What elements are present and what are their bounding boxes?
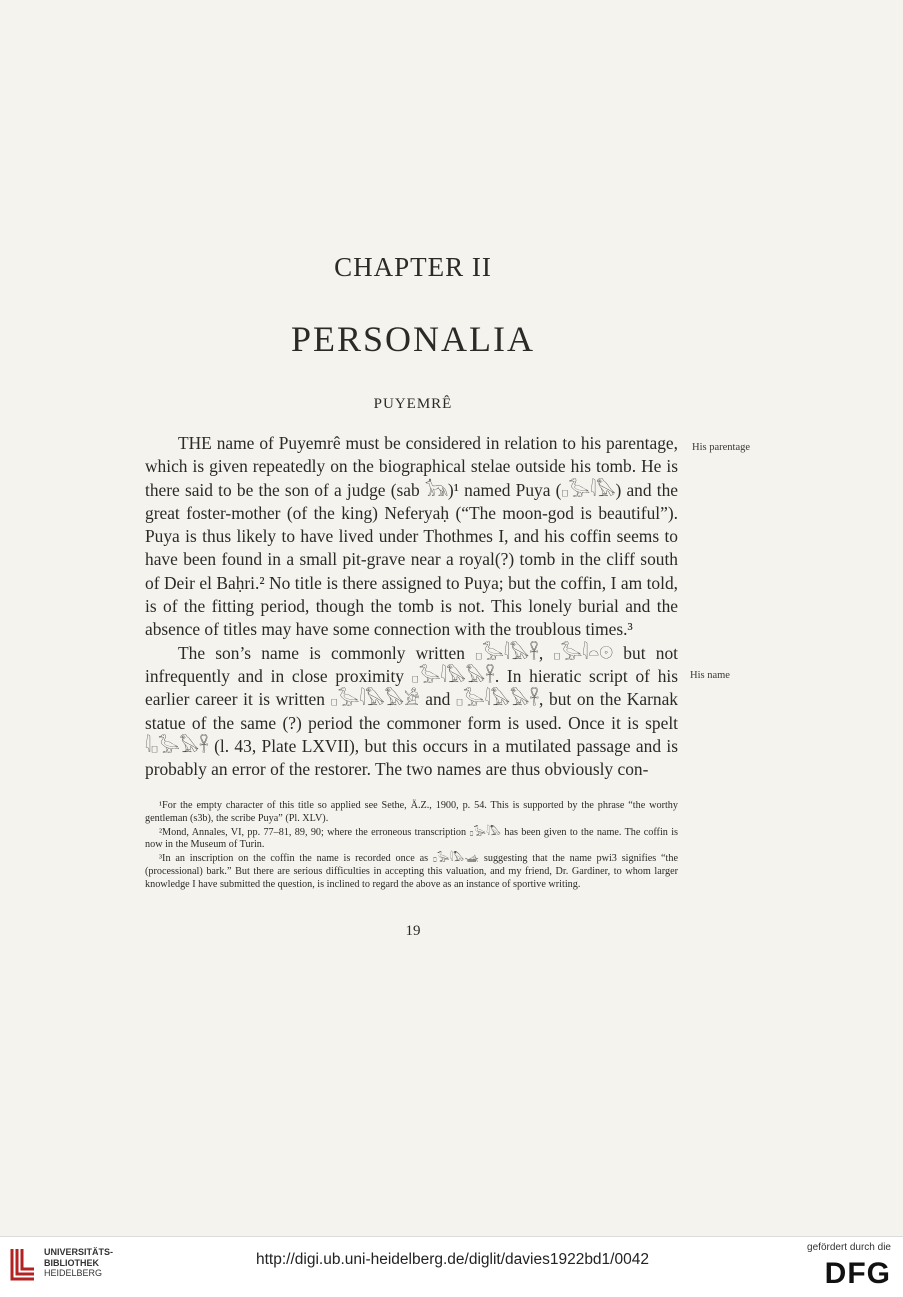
footnote: ²Mond, Annales, VI, pp. 77–81, 89, 90; where the erroneous transcription 𓊪𓅭𓇋𓅃 has been given to the name. The coffin is now in the Museum of Turin. (145, 826, 678, 851)
permalink-url[interactable]: http://digi.ub.uni-heidelberg.de/diglit/davies1922bd1/0042 (256, 1251, 649, 1268)
funder-label: gefördert durch die (807, 1242, 891, 1253)
paragraph: The son’s name is commonly written 𓊪𓅭𓇋𓅃𓋹, 𓊪𓅭𓇋𓏏𓇳 but not infrequently and in close proximity 𓊪𓅭𓇋𓅃𓅃𓋹. In hieratic script of his earlier career it is written 𓊪𓅭𓇋𓅃𓅃𓀀 and 𓊪𓅭𓇋𓅃𓅃𓋹, but on the Karnak statue of the same (?) period the commoner form is used. Once it is spelt 𓇋𓊪𓅭𓅃𓋹 (l. 43, Plate LXVII), but this occurs in a mutilated passage and is probably an error of the restorer. The two names are thus obviously con- (145, 642, 678, 780)
footnotes (145, 800, 678, 893)
margin-note-name: His name (690, 670, 730, 681)
page-title: PERSONALIA (290, 319, 535, 359)
footnote: ¹For the empty character of this title so applied see Sethe, Ä.Z., 1900, p. 54. This is supported by the phrase “the worthy gentleman (s3b), the scribe Puya” (Pl. XLV). (145, 800, 678, 824)
body-text (145, 432, 678, 781)
page-number: 19 (405, 923, 421, 939)
university-logo-icon[interactable] (8, 1245, 38, 1283)
paragraph: THE name of Puyemrê must be considered in relation to his parentage, which is given repeatedly on the biographical stelae outside his tomb. He is there said to be the son of a judge (sab 𓃥)¹ named Puya (𓊪𓅭𓇋𓅃) and the great foster-mother (of the king) Neferyaḥ (“The moon-god is beautiful”). Puya is thus likely to have lived under Thothmes I, and his coffin seems to have been found in a small pit-grave near a royal(?) tomb in the cliff south of Deir el Baḥri.² No title is there assigned to Puya; but the coffin, I am told, is of the fitting period, though the tomb is not. This lonely burial and the absence of titles may have some connection with the troublous times.³ (145, 433, 678, 640)
dfg-logo[interactable]: DFG (824, 1257, 891, 1290)
margin-note-parentage: His parentage (692, 442, 751, 453)
viewer-footer (0, 1236, 903, 1297)
university-name[interactable]: UNIVERSITÄTS- BIBLIOTHEK HEIDELBERG (44, 1247, 114, 1278)
section-subtitle: PUYEMRÊ (373, 396, 453, 412)
footnote: ³In an inscription on the coffin the name is recorded once as 𓊪𓅭𓇋𓅃𓊛 suggesting that the name pwi3 signifies “the (processional) bark.” But there are serious difficulties in accepting this valuation, and my friend, Dr. Gardiner, to whom larger knowledge I have submitted the question, is inclined to regard the above as an instance of sportive writing. (145, 853, 678, 890)
chapter-heading: CHAPTER II (334, 252, 492, 282)
